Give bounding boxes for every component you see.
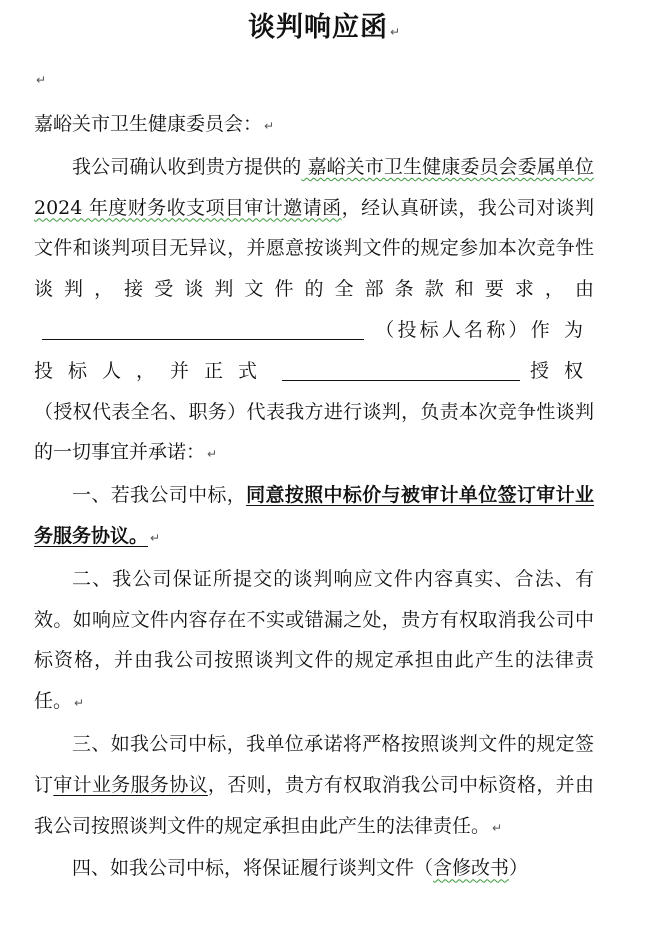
bidder-name-label: （投标人名称） <box>372 318 531 341</box>
commitment-item-3 <box>34 724 594 848</box>
addressee-line <box>34 104 594 147</box>
empty-paragraph <box>34 70 46 90</box>
paragraph-mark-icon: ↵ <box>389 25 402 39</box>
audit-agreement-name: 审计业务服务协议 <box>53 773 208 796</box>
document-title <box>0 8 649 52</box>
representative-text: （授权代表全名、职务）代表我方进行谈判，负责本次竞争性谈判的一切事宜并承诺： <box>34 400 594 464</box>
confirmation-terms: ，经认真研读，我公司对谈判文件和谈判项目无异议，并愿意按谈判文件的规定参加本次竞争性谈判，接受谈判文件的全部条款和要求，由 <box>34 196 594 301</box>
commitment-item-2 <box>34 559 594 724</box>
item-3-tail: ，否则，贵方有权取消我公司中标资格，并由我公司按照谈判文件的规定承担由此产生的法律责任。 <box>34 773 594 837</box>
confirmation-intro: 我公司确认收到贵方提供的 <box>72 155 302 178</box>
paragraph-mark-icon: ↵ <box>264 119 275 133</box>
commitment-item-4 <box>34 848 594 889</box>
authorize-text: 授权 <box>525 359 594 382</box>
paragraph-mark-icon: ↵ <box>150 530 161 545</box>
document-body <box>34 104 594 889</box>
project-name: 嘉峪关市卫生健康委员会委属单位 2024 年度财务收支项目审计邀请函 <box>34 155 594 219</box>
item-4-tail: ） <box>509 857 529 880</box>
commitment-item-1 <box>34 475 594 559</box>
confirmation-paragraph <box>34 147 594 475</box>
item-2-text: 二、我公司保证所提交的谈判响应文件内容真实、合法、有效。如响应文件内容存在不实或错漏之处，贵方有权取消我公司中标资格，并由我公司按照谈判文件的规定承担由此产生的法律责任。 <box>34 567 594 713</box>
addressee-text: 嘉峪关市卫生健康委员会： <box>34 113 263 135</box>
paragraph-mark-icon: ↵ <box>492 820 503 835</box>
item-3-lead: 三、如我公司中标，我单位承诺将严格按照谈判文件的规定签订 <box>34 732 594 796</box>
item-1-lead: 一、若我公司中标， <box>72 484 247 507</box>
authorized-rep-blank[interactable] <box>282 356 520 381</box>
paragraph-mark-icon: ↵ <box>207 447 218 462</box>
item-4-lead: 四、如我公司中标，将保证履行谈判文件（ <box>72 857 434 880</box>
paragraph-mark-icon: ↵ <box>74 696 85 711</box>
item-1-commitment: 同意按照中标价与被审计单位签订审计业务服务协议。 <box>34 484 594 547</box>
revision-note: 含修改书 <box>433 857 510 880</box>
title-text: 谈判响应函 <box>247 12 388 43</box>
paragraph-mark-icon: ↵ <box>36 73 47 87</box>
bidder-name-blank[interactable] <box>42 315 364 340</box>
as-bidder-text: 作为投标人，并正式 <box>34 318 594 382</box>
